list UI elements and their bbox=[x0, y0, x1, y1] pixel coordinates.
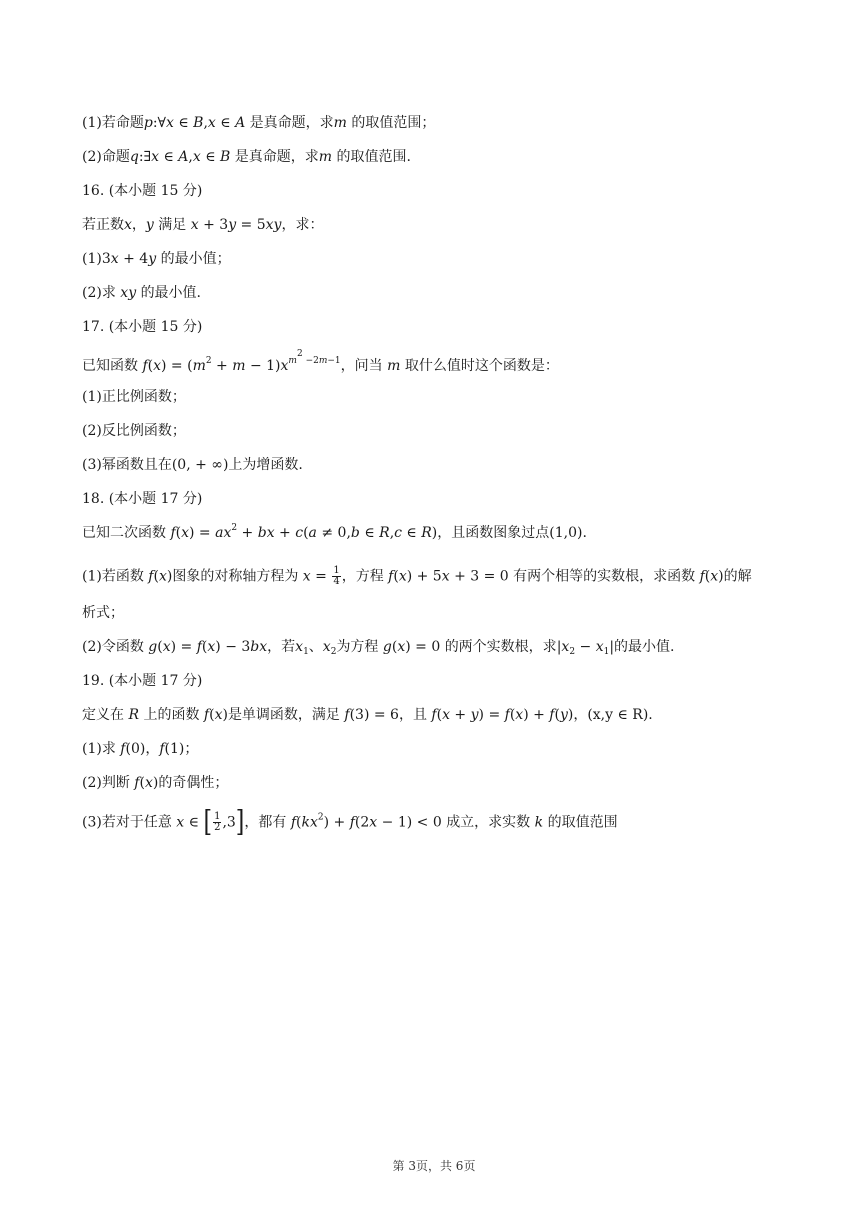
q18-stem: 已知二次函数 $f(x) = ax^2$ + bx + c(a ≠ 0,b ∈ R,c ∈ R)，且函数图象过点(1,0). bbox=[82, 523, 587, 541]
fraction-one-quarter: $\frac{1}{4}$ bbox=[333, 565, 340, 587]
q18-part1-cont: 析式； bbox=[82, 605, 124, 621]
q17-part2: (2)反比例函数； bbox=[82, 423, 186, 439]
q16-stem: 若正数x，y 满足 x + 3y = 5xy，求： bbox=[82, 217, 324, 233]
fraction-one-half: $\frac{1}{2}$ bbox=[214, 811, 221, 833]
q16-part1: (1)3x + 4y 的最小值； bbox=[82, 251, 231, 267]
q19-stem: 定义在 R 上的函数 f(x)是单调函数，满足 f(3) = 6，且 f(x + y) = f(x) + f(y)，(x,y ∈ R). bbox=[82, 707, 653, 723]
q16-heading: 16. (本小题 15 分) bbox=[82, 183, 203, 199]
q17-part3: (3)幂函数且在(0, + ∞)上为增函数. bbox=[82, 457, 303, 473]
q17-heading: 17. (本小题 15 分) bbox=[82, 319, 203, 335]
q17-part1: (1)正比例函数； bbox=[82, 389, 186, 405]
q15-part2: (2)命题q:∃x ∈ A,x ∈ B 是真命题，求m 的取值范围. bbox=[82, 149, 411, 165]
q16-part2: (2)求 xy 的最小值. bbox=[82, 285, 202, 301]
q19-part1: (1)求 f(0)，f(1)； bbox=[82, 741, 199, 757]
q18-heading: 18. (本小题 17 分) bbox=[82, 491, 203, 507]
q19-part2: (2)判断 f(x)的奇偶性； bbox=[82, 775, 229, 791]
q18-part2: (2)令函数 g(x) = f(x) − 3bx，若$x_1$、$x_2$为方程 g(x) = 0 的两个实数根，求$|x_2 - x_1|$的最小值. bbox=[82, 639, 675, 657]
page-footer: 第 3页，共 6页 bbox=[392, 1159, 476, 1173]
q19-heading: 19. (本小题 17 分) bbox=[82, 673, 203, 689]
q15-part1: (1)若命题p:∀x ∈ B,x ∈ A 是真命题，求m 的取值范围； bbox=[82, 115, 436, 131]
q18-part1: (1)若函数 f(x)图象的对称轴方程为 x = $\frac{1}{4}$ ，方程 f(x) + 5x + 3 = 0 有两个相等的实数根，求函数 f(x)的解 bbox=[82, 565, 752, 587]
q19-part3: (3)若对于任意 x ∈ [ $\frac{1}{2}$ ,3]，都有 $f(kx^2) + f(2x - 1) < 0$ 成立，求实数 k 的取值范围 bbox=[82, 805, 618, 839]
q17-stem: 已知函数 $f(x) = (m^2 + m - 1)x^{m^2 -2m-1}$，问当 m 取什么值时这个函数是： bbox=[82, 349, 559, 374]
